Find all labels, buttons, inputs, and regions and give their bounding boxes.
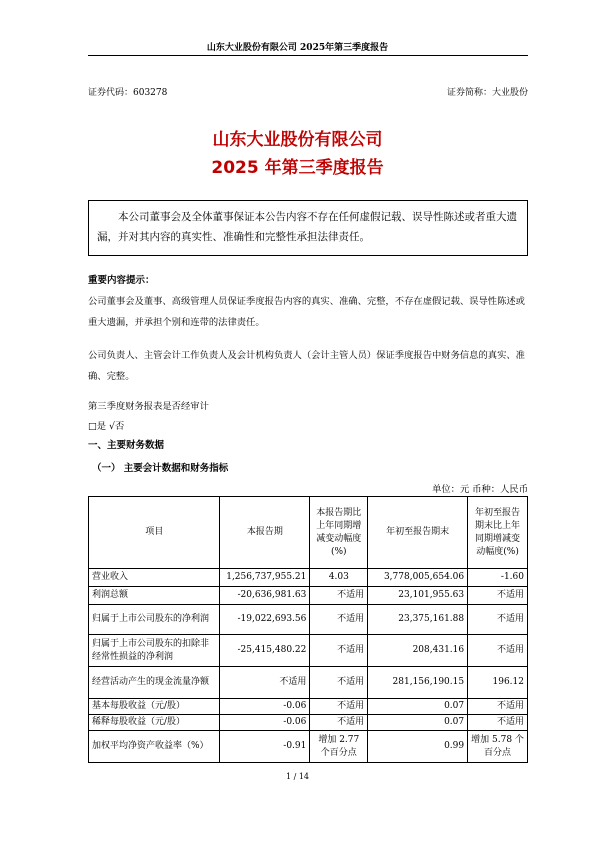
table-cell: -19,022,693.56 <box>220 605 310 635</box>
table-header-cell: 年初至报告期末比上年同期增减变动幅度(%) <box>468 497 528 569</box>
table-row <box>89 699 528 715</box>
table-cell: 23,101,955.63 <box>368 587 468 605</box>
table-cell: 营业收入 <box>89 569 220 587</box>
table-cell: 不适用 <box>310 587 368 605</box>
table-cell: 0.07 <box>368 699 468 715</box>
page-number: 1 / 14 <box>285 772 310 781</box>
audit-answer: □是 √否 <box>88 421 125 432</box>
table-cell: 加权平均净资产收益率（%） <box>89 731 220 763</box>
table-cell: 增加 5.78 个百分点 <box>468 731 528 763</box>
important-para-1: 公司董事会及董事、高级管理人员保证季度报告内容的真实、准确、完整，不存在虚假记载、误导性陈述或重大遗漏，并承担个别和连带的法律责任。 <box>88 296 525 328</box>
table-cell: -1.60 <box>468 569 528 587</box>
table-cell: 196.12 <box>468 667 528 699</box>
financial-table <box>88 496 528 763</box>
table-row <box>89 569 528 587</box>
table-cell: 不适用 <box>468 699 528 715</box>
table-cell: 利润总额 <box>89 587 220 605</box>
table-row <box>89 731 528 763</box>
table-cell: 不适用 <box>310 635 368 667</box>
table-row <box>89 587 528 605</box>
table-cell: 不适用 <box>468 715 528 731</box>
table-row <box>89 667 528 699</box>
board-notice: 本公司董事会及全体董事保证本公告内容不存在任何虚假记载、误导性陈述或者重大遗漏，并对其内容的真实性、准确性和完整性承担法律责任。 <box>88 200 528 256</box>
report-title: 2025 年第三季度报告 <box>211 158 384 178</box>
table-cell: 0.07 <box>368 715 468 731</box>
table-header-cell: 年初至报告期末 <box>368 497 468 569</box>
table-cell: -20,636,981.63 <box>220 587 310 605</box>
table-cell: -0.91 <box>220 731 310 763</box>
audit-question: 第三季度财务报表是否经审计 <box>88 401 209 412</box>
table-cell: 3,778,005,654.06 <box>368 569 468 587</box>
table-cell: 不适用 <box>310 605 368 635</box>
table-cell: 经营活动产生的现金流量净额 <box>89 667 220 699</box>
header-rule <box>88 55 528 56</box>
stock-code: 证券代码：603278 <box>88 88 168 98</box>
table-cell: 不适用 <box>310 699 368 715</box>
table-cell: 0.99 <box>368 731 468 763</box>
table-cell: 归属于上市公司股东的净利润 <box>89 605 220 635</box>
table-cell: -0.06 <box>220 715 310 731</box>
stock-abbr: 证券简称：大业股份 <box>446 88 528 98</box>
table-header-cell: 项目 <box>89 497 220 569</box>
table-cell: 不适用 <box>468 635 528 667</box>
table-row <box>89 635 528 667</box>
table-cell: 不适用 <box>310 715 368 731</box>
table-row <box>89 605 528 635</box>
company-title: 山东大业股份有限公司 <box>212 130 383 150</box>
running-header: 山东大业股份有限公司 2025年第三季度报告 <box>206 43 389 53</box>
table-cell: 208,431.16 <box>368 635 468 667</box>
important-heading: 重要内容提示： <box>88 275 155 286</box>
table-cell: 不适用 <box>310 667 368 699</box>
table-cell: 23,375,161.88 <box>368 605 468 635</box>
important-para-2: 公司负责人、主管会计工作负责人及会计机构负责人（会计主管人员）保证季度报告中财务信息的真实、准确、完整。 <box>88 350 525 382</box>
table-cell: 稀释每股收益（元/股） <box>89 715 220 731</box>
table-cell: 4.03 <box>310 569 368 587</box>
table-header-cell: 本报告期 <box>220 497 310 569</box>
section-1-1-title: （一） 主要会计数据和财务指标 <box>92 463 229 474</box>
table-cell: 基本每股收益（元/股） <box>89 699 220 715</box>
unit-note: 单位：元 币种：人民币 <box>432 484 528 495</box>
table-cell: 1,256,737,955.21 <box>220 569 310 587</box>
table-cell: 归属于上市公司股东的扣除非经常性损益的净利润 <box>89 635 220 667</box>
table-cell: 281,156,190.15 <box>368 667 468 699</box>
table-row <box>89 715 528 731</box>
table-cell: -25,415,480.22 <box>220 635 310 667</box>
table-cell: 不适用 <box>468 587 528 605</box>
table-cell: 增加 2.77 个百分点 <box>310 731 368 763</box>
table-header-cell: 本报告期比上年同期增减变动幅度(%) <box>310 497 368 569</box>
table-cell: -0.06 <box>220 699 310 715</box>
table-cell: 不适用 <box>220 667 310 699</box>
table-header-row <box>89 497 528 569</box>
section-1-title: 一、主要财务数据 <box>88 440 165 451</box>
table-cell: 不适用 <box>468 605 528 635</box>
